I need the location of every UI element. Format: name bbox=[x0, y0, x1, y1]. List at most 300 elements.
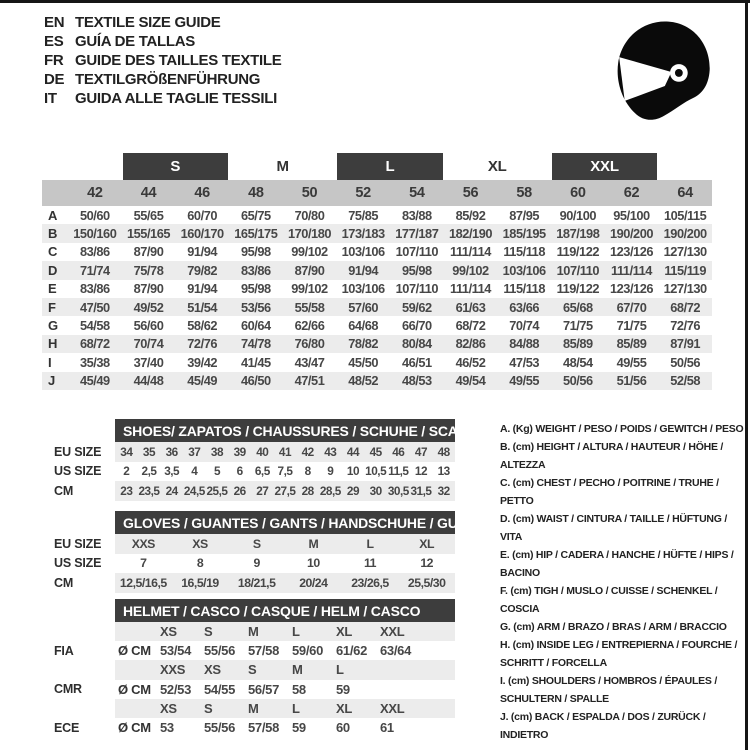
gloves-size-table bbox=[42, 511, 490, 593]
measure-row-b bbox=[42, 224, 712, 242]
section-cell: 44 bbox=[346, 444, 360, 459]
section-cell: 25,5 bbox=[206, 483, 228, 498]
size-group-xl: XL bbox=[487, 158, 507, 175]
measure-row-f bbox=[42, 298, 712, 316]
section-cell: 57/58 bbox=[248, 643, 280, 659]
section-cell: 55/56 bbox=[204, 643, 236, 659]
section-cell: 6,5 bbox=[254, 464, 270, 479]
size-value: 43/47 bbox=[294, 354, 325, 370]
section-cell: XXS bbox=[131, 536, 155, 551]
size-value: 83/86 bbox=[79, 244, 110, 260]
size-value: 46/51 bbox=[401, 354, 432, 370]
section-row-label: US SIZE bbox=[42, 554, 115, 574]
section-cell: 43 bbox=[324, 444, 337, 459]
size-value: 70/74 bbox=[133, 336, 164, 352]
size-value: 67/70 bbox=[616, 299, 647, 315]
section-cell: 11,5 bbox=[388, 464, 409, 479]
legend-item: I. (cm) SHOULDERS / HOMBROS / ÉPAULES / SCHULTERN / SPALLE bbox=[500, 675, 717, 705]
language-row bbox=[44, 32, 281, 51]
size-value: 39/42 bbox=[187, 354, 218, 370]
section-cell: 12 bbox=[414, 464, 428, 479]
size-value: 74/78 bbox=[240, 336, 271, 352]
section-row bbox=[42, 718, 455, 737]
size-value: 58/62 bbox=[187, 318, 218, 334]
size-value: 44/48 bbox=[133, 373, 164, 389]
section-row-cells bbox=[115, 718, 455, 737]
row-letter: A bbox=[48, 207, 58, 223]
numeric-size: 48 bbox=[248, 185, 264, 201]
section-row-label bbox=[42, 660, 115, 679]
section-cell: L bbox=[336, 662, 344, 678]
row-letter: G bbox=[48, 318, 59, 334]
section-cell: S bbox=[204, 624, 213, 640]
size-value: 91/94 bbox=[187, 244, 218, 260]
section-cell: 23 bbox=[120, 483, 133, 498]
measure-row-c bbox=[42, 243, 712, 261]
size-value: 107/110 bbox=[395, 244, 439, 260]
size-value: 182/190 bbox=[448, 226, 493, 242]
section-row-body bbox=[115, 641, 455, 660]
section-cell: S bbox=[252, 536, 261, 551]
size-value: 127/130 bbox=[663, 281, 707, 297]
section-cell: XS bbox=[160, 700, 177, 716]
size-value: 53/56 bbox=[240, 299, 271, 315]
numeric-size: 42 bbox=[87, 185, 103, 201]
section-cell: 42 bbox=[301, 444, 314, 459]
size-value: 87/90 bbox=[294, 262, 325, 278]
numeric-size: 58 bbox=[516, 185, 532, 201]
size-value: 68/72 bbox=[670, 299, 701, 315]
section-cell: L bbox=[366, 536, 374, 551]
size-value: 190/200 bbox=[663, 226, 707, 242]
racing-helmet-icon bbox=[606, 16, 720, 128]
size-value: 123/126 bbox=[609, 244, 654, 260]
legend-item: G. (cm) ARM / BRAZO / BRAS / ARM / BRACCIO bbox=[500, 621, 727, 633]
size-value: 82/86 bbox=[455, 336, 486, 352]
numeric-size: 46 bbox=[194, 185, 210, 201]
section-row-label: CM bbox=[42, 573, 115, 593]
helmet-section-title: HELMET / CASCO / CASQUE / HELM / CASCO bbox=[115, 599, 455, 622]
section-row bbox=[42, 554, 455, 574]
spacer bbox=[42, 511, 115, 534]
measure-row-a bbox=[42, 206, 712, 224]
size-value: 45/50 bbox=[348, 354, 379, 370]
helmet-size-table bbox=[42, 599, 455, 737]
section-row-cells bbox=[115, 680, 455, 699]
textile-size-table bbox=[42, 153, 712, 390]
section-cell: XL bbox=[336, 700, 353, 716]
size-value: 91/94 bbox=[348, 262, 379, 278]
numeric-size: 60 bbox=[570, 185, 586, 201]
section-cell: 63/64 bbox=[380, 643, 412, 659]
top-border-line bbox=[0, 0, 750, 3]
size-value: 111/114 bbox=[610, 262, 652, 278]
section-row bbox=[42, 641, 455, 660]
size-value: 160/170 bbox=[180, 226, 224, 242]
measure-row-h bbox=[42, 335, 712, 353]
shoes-section-title: SHOES/ ZAPATOS / CHAUSSURES / SCHUHE / SCARPE bbox=[115, 419, 455, 442]
size-value: 127/130 bbox=[663, 244, 707, 260]
section-row bbox=[42, 481, 455, 501]
measure-row-i bbox=[42, 353, 712, 371]
section-cell: 27 bbox=[256, 483, 269, 498]
size-value: 65/68 bbox=[562, 299, 593, 315]
numeric-size: 54 bbox=[409, 185, 425, 201]
size-value: 55/58 bbox=[294, 299, 325, 315]
size-value: 95/98 bbox=[240, 281, 271, 297]
language-code: EN bbox=[44, 14, 65, 31]
size-value: 87/91 bbox=[670, 336, 701, 352]
size-value: 83/86 bbox=[79, 281, 110, 297]
language-label: TEXTILE SIZE GUIDE bbox=[75, 14, 221, 31]
section-row bbox=[42, 442, 455, 462]
section-cell: XS bbox=[160, 624, 177, 640]
section-row-label: US SIZE bbox=[42, 462, 115, 482]
size-value: 95/98 bbox=[240, 244, 271, 260]
language-code: IT bbox=[44, 90, 57, 107]
row-letter: H bbox=[48, 336, 58, 352]
language-code: FR bbox=[44, 52, 64, 69]
section-cell: 59 bbox=[292, 720, 306, 736]
size-value: 68/72 bbox=[79, 336, 110, 352]
size-value: 72/76 bbox=[187, 336, 218, 352]
numeric-size: 44 bbox=[140, 185, 157, 201]
section-cell: M bbox=[248, 624, 259, 640]
section-cell: 8 bbox=[304, 464, 311, 479]
size-value: 47/51 bbox=[294, 373, 325, 389]
section-cell: 54/55 bbox=[204, 681, 236, 697]
section-cell: 28 bbox=[301, 483, 314, 498]
section-cell: 8 bbox=[196, 556, 204, 571]
size-value: 48/54 bbox=[562, 354, 593, 370]
diameter-unit-label: Ø CM bbox=[118, 720, 151, 736]
section-cell: 39 bbox=[233, 444, 246, 459]
size-value: 50/56 bbox=[670, 354, 701, 370]
shoes-size-table bbox=[42, 419, 486, 501]
size-value: 103/106 bbox=[341, 244, 385, 260]
section-row-cells bbox=[115, 573, 455, 593]
size-value: 103/106 bbox=[502, 262, 546, 278]
section-cell: 24 bbox=[165, 483, 178, 498]
section-cell: 3,5 bbox=[164, 464, 180, 479]
size-value: 79/82 bbox=[187, 262, 218, 278]
language-code: ES bbox=[44, 33, 64, 50]
size-value: 76/80 bbox=[294, 336, 325, 352]
legend-item: C. (cm) CHEST / PECHO / POITRINE / TRUHE / PETTO bbox=[500, 477, 719, 507]
measurement-legend bbox=[500, 420, 744, 744]
section-cell: 58 bbox=[292, 681, 306, 697]
size-group-s: S bbox=[123, 153, 228, 180]
language-label: GUIDE DES TAILLES TEXTILE bbox=[75, 52, 282, 69]
section-cell: 57/58 bbox=[248, 720, 280, 736]
section-cell: 28,5 bbox=[319, 483, 341, 498]
size-value: 37/40 bbox=[133, 354, 164, 370]
size-value: 60/64 bbox=[240, 318, 271, 334]
section-cell: L bbox=[292, 700, 300, 716]
size-value: 50/60 bbox=[79, 207, 110, 223]
diameter-unit-label: Ø CM bbox=[118, 681, 151, 697]
size-value: 190/200 bbox=[609, 226, 654, 242]
size-value: 115/119 bbox=[664, 262, 707, 278]
section-cell: 30 bbox=[369, 483, 382, 498]
size-value: 185/195 bbox=[502, 226, 546, 242]
row-letter: D bbox=[48, 262, 58, 278]
section-row-body bbox=[115, 699, 455, 718]
section-cell: 27,5 bbox=[274, 483, 296, 498]
size-value: 49/54 bbox=[455, 373, 486, 389]
size-value: 187/198 bbox=[556, 226, 600, 242]
section-row-body bbox=[115, 534, 455, 554]
size-value: 75/85 bbox=[348, 207, 379, 223]
section-cell: 46 bbox=[392, 444, 405, 459]
numeric-size-row bbox=[42, 180, 712, 206]
section-row-label: CM bbox=[42, 481, 115, 501]
section-cell: 18/21,5 bbox=[237, 575, 276, 590]
size-value: 68/72 bbox=[455, 318, 486, 334]
section-cell: 30,5 bbox=[387, 483, 409, 498]
gloves-header-row bbox=[42, 511, 490, 534]
legend-item: F. (cm) TIGH / MUSLO / CUISSE / SCHENKEL / COSCIA bbox=[500, 585, 718, 615]
section-row bbox=[42, 534, 455, 554]
section-row bbox=[42, 699, 455, 718]
section-cell: 47 bbox=[414, 444, 428, 459]
size-value: 155/165 bbox=[126, 226, 171, 242]
spacer bbox=[42, 599, 115, 622]
section-cell: 11 bbox=[363, 556, 376, 571]
section-cell: 9 bbox=[253, 556, 260, 571]
section-cell: 10,5 bbox=[365, 464, 387, 479]
size-value: 173/183 bbox=[341, 226, 385, 242]
size-value: 107/110 bbox=[395, 281, 439, 297]
row-letter: I bbox=[48, 354, 52, 370]
size-value: 56/60 bbox=[133, 318, 164, 334]
diameter-unit-label: Ø CM bbox=[118, 643, 151, 659]
section-row-cells bbox=[115, 554, 455, 574]
size-value: 75/78 bbox=[133, 262, 164, 278]
size-value: 45/49 bbox=[79, 373, 110, 389]
shoes-header-row bbox=[42, 419, 486, 442]
section-row-label: EU SIZE bbox=[42, 534, 115, 554]
language-label: TEXTILGRÖßENFÜHRUNG bbox=[75, 71, 261, 88]
size-value: 63/66 bbox=[509, 299, 540, 315]
size-value: 123/126 bbox=[609, 281, 654, 297]
numeric-size: 56 bbox=[462, 185, 479, 201]
size-group-spacer bbox=[42, 153, 122, 180]
measure-row-e bbox=[42, 280, 712, 298]
size-value: 72/76 bbox=[670, 318, 701, 334]
size-value: 103/106 bbox=[341, 281, 385, 297]
section-row bbox=[42, 680, 455, 699]
section-cell: 20/24 bbox=[299, 575, 328, 590]
section-row-cells bbox=[115, 660, 455, 679]
size-value: 48/53 bbox=[401, 373, 432, 389]
section-cell: 25,5/30 bbox=[407, 575, 446, 590]
section-cell: 34 bbox=[120, 444, 133, 459]
size-value: 84/88 bbox=[509, 336, 540, 352]
numeric-size: 64 bbox=[677, 185, 693, 201]
section-row-cells bbox=[115, 699, 455, 718]
section-cell: 10 bbox=[306, 556, 320, 571]
section-cell: 24,5 bbox=[183, 483, 205, 498]
row-letter: E bbox=[48, 281, 57, 297]
size-value: 85/89 bbox=[616, 336, 647, 352]
size-value: 70/74 bbox=[509, 318, 540, 334]
section-cell: 48 bbox=[437, 444, 450, 459]
size-value: 61/63 bbox=[455, 299, 486, 315]
section-row-body bbox=[115, 680, 455, 699]
section-row-label: CMR bbox=[42, 680, 115, 699]
size-value: 83/86 bbox=[240, 262, 271, 278]
row-letter: J bbox=[48, 373, 56, 389]
section-row-cells bbox=[115, 481, 455, 501]
size-value: 80/84 bbox=[401, 336, 432, 352]
section-row-cells bbox=[115, 534, 455, 554]
section-cell: 35 bbox=[142, 444, 156, 459]
section-cell: 6 bbox=[236, 464, 243, 479]
size-value: 111/114 bbox=[449, 281, 491, 297]
size-value: 107/110 bbox=[556, 262, 600, 278]
row-letter: B bbox=[48, 226, 58, 242]
section-cell: XXS bbox=[160, 662, 186, 678]
legend-item: D. (cm) WAIST / CINTURA / TAILLE / HÜFTUNG / VITA bbox=[500, 513, 727, 543]
legend-item: J. (cm) BACK / ESPALDA / DOS / ZURÜCK / INDIETRO bbox=[500, 711, 706, 741]
section-cell: XS bbox=[192, 536, 208, 551]
numeric-size: 62 bbox=[623, 185, 640, 201]
size-value: 54/58 bbox=[79, 318, 110, 334]
size-value: 150/160 bbox=[73, 226, 117, 242]
language-row bbox=[44, 70, 281, 89]
size-value: 99/102 bbox=[291, 281, 328, 297]
size-value: 99/102 bbox=[291, 244, 328, 260]
section-cell: 13 bbox=[437, 464, 450, 479]
legend-item: B. (cm) HEIGHT / ALTURA / HAUTEUR / HÖHE / ALTEZZA bbox=[500, 441, 724, 471]
section-cell: XL bbox=[336, 624, 353, 640]
size-value: 177/187 bbox=[395, 226, 439, 242]
size-value: 78/82 bbox=[348, 336, 379, 352]
size-value: 46/52 bbox=[455, 354, 486, 370]
section-cell: XS bbox=[204, 662, 221, 678]
size-value: 165/175 bbox=[234, 226, 278, 242]
language-label: GUÍA DE TALLAS bbox=[75, 33, 195, 50]
section-row bbox=[42, 573, 455, 593]
section-row bbox=[42, 462, 455, 482]
legend-item: A. (Kg) WEIGHT / PESO / POIDS / GEWITCH / PESO bbox=[500, 423, 744, 435]
section-cell: 41 bbox=[278, 444, 292, 459]
section-cell: 38 bbox=[210, 444, 224, 459]
section-cell: M bbox=[308, 536, 319, 551]
section-cell: 60 bbox=[336, 720, 350, 736]
size-value: 170/180 bbox=[287, 226, 332, 242]
section-row-label bbox=[42, 699, 115, 718]
size-value: 115/118 bbox=[503, 244, 546, 260]
gloves-section-title: GLOVES / GUANTES / GANTS / HANDSCHUHE / GUANTI bbox=[115, 511, 455, 534]
size-value: 45/49 bbox=[187, 373, 218, 389]
size-value: 105/115 bbox=[663, 207, 707, 223]
section-cell: 7 bbox=[140, 556, 147, 571]
size-value: 119/122 bbox=[556, 244, 600, 260]
size-value: 71/75 bbox=[616, 318, 647, 334]
section-row-cells bbox=[115, 462, 455, 482]
section-cell: 61 bbox=[380, 720, 394, 736]
size-value: 87/90 bbox=[133, 244, 164, 260]
size-value: 48/52 bbox=[348, 373, 379, 389]
section-cell: 53 bbox=[160, 720, 174, 736]
size-group-l: L bbox=[337, 153, 442, 180]
section-row-body bbox=[115, 573, 455, 593]
section-cell: 2,5 bbox=[141, 464, 157, 479]
language-row bbox=[44, 51, 281, 70]
spacer bbox=[42, 419, 115, 442]
section-cell: XXL bbox=[380, 700, 405, 716]
language-code: DE bbox=[44, 71, 65, 88]
section-cell: 45 bbox=[369, 444, 382, 459]
section-cell: 40 bbox=[256, 444, 269, 459]
section-row bbox=[42, 622, 455, 641]
section-cell: 10 bbox=[346, 464, 360, 479]
section-cell: 5 bbox=[213, 464, 221, 479]
measure-row-j bbox=[42, 372, 712, 390]
size-value: 50/56 bbox=[562, 373, 593, 389]
numeric-size: 52 bbox=[355, 185, 371, 201]
size-value: 66/70 bbox=[401, 318, 432, 334]
size-value: 35/38 bbox=[79, 354, 110, 370]
section-row-body bbox=[115, 718, 455, 737]
language-list bbox=[44, 13, 281, 108]
section-cell: M bbox=[292, 662, 303, 678]
size-value: 49/52 bbox=[133, 299, 164, 315]
legend-item: H. (cm) INSIDE LEG / ENTREPIERNA / FOURCHE / SCHRITT / FORCELLA bbox=[500, 639, 738, 669]
row-letter: C bbox=[48, 244, 58, 260]
size-value: 62/66 bbox=[294, 318, 325, 334]
language-row bbox=[44, 89, 281, 108]
section-cell: 31,5 bbox=[410, 483, 432, 498]
size-value: 119/122 bbox=[556, 281, 600, 297]
size-value: 99/102 bbox=[452, 262, 489, 278]
section-row-body bbox=[115, 462, 455, 482]
section-cell: 59 bbox=[336, 681, 350, 697]
section-row-body bbox=[115, 660, 455, 679]
size-value: 87/95 bbox=[509, 207, 540, 223]
section-cell: 7,5 bbox=[277, 464, 293, 479]
size-group-xxl: XXL bbox=[552, 153, 657, 180]
size-group-spacer bbox=[658, 153, 712, 180]
measure-row-d bbox=[42, 261, 712, 279]
section-cell: XXL bbox=[380, 624, 405, 640]
size-value: 65/75 bbox=[240, 207, 271, 223]
size-value: 59/62 bbox=[401, 299, 432, 315]
size-value: 95/98 bbox=[401, 262, 432, 278]
section-cell: 9 bbox=[327, 464, 334, 479]
section-cell: S bbox=[248, 662, 257, 678]
section-cell: S bbox=[204, 700, 213, 716]
size-value: 71/75 bbox=[562, 318, 593, 334]
size-value: 51/54 bbox=[187, 299, 218, 315]
section-cell: 16,5/19 bbox=[181, 575, 219, 590]
size-value: 83/88 bbox=[401, 207, 432, 223]
section-cell: 55/56 bbox=[204, 720, 236, 736]
section-cell: 23,5 bbox=[138, 483, 160, 498]
size-value: 111/114 bbox=[449, 244, 491, 260]
section-cell: 36 bbox=[165, 444, 178, 459]
size-value: 41/45 bbox=[240, 354, 271, 370]
section-row-body bbox=[115, 481, 455, 501]
size-value: 64/68 bbox=[348, 318, 379, 334]
size-value: 51/56 bbox=[616, 373, 647, 389]
size-value: 55/65 bbox=[133, 207, 164, 223]
section-cell: 56/57 bbox=[248, 681, 280, 697]
right-border-line bbox=[745, 0, 748, 750]
section-row-label bbox=[42, 622, 115, 641]
